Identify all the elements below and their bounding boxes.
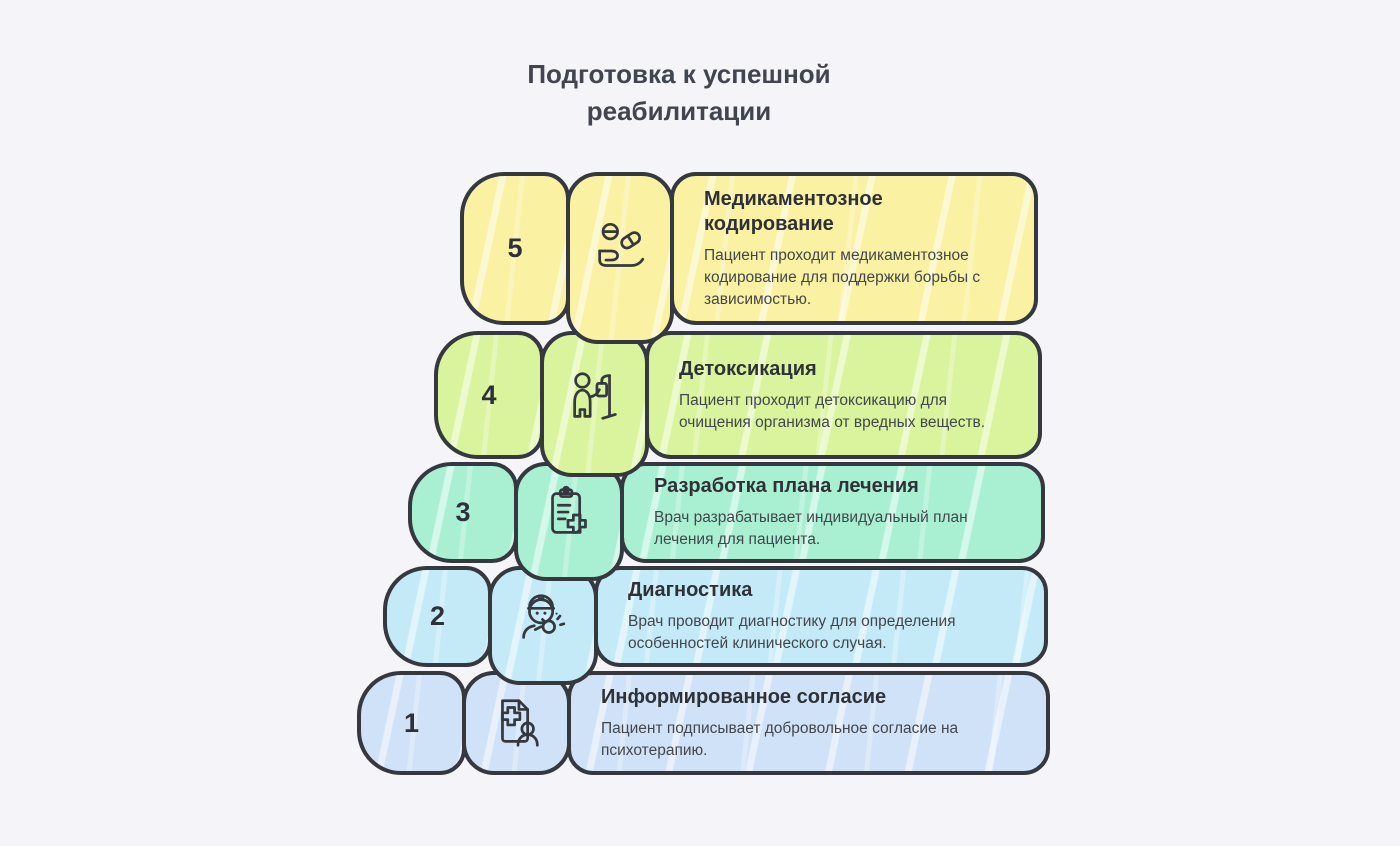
step-5-title: Медикаментозное кодирование: [704, 187, 883, 235]
step-1-number: 1: [403, 707, 420, 738]
step-4-description: Пациент проходит детоксикацию для очищения организма от вредных веществ.: [679, 391, 986, 431]
step-4-title: Детоксикация: [679, 357, 817, 380]
step-5-description: Пациент проходит медикаментозное кодирование для поддержки борьбы с зависимостью.: [704, 246, 981, 308]
step-1-description: Пациент подписывает добровольное согласие на психотерапию.: [601, 719, 959, 759]
step-5-number: 5: [507, 233, 523, 263]
step-2-description: Врач проводит диагностику для определения особенностей клинического случая.: [628, 613, 956, 652]
step-3-title: Разработка плана лечения: [654, 475, 919, 497]
step-2-title: Диагностика: [628, 579, 753, 601]
step-5-icon-tab: [566, 172, 674, 344]
pills-hand-icon: [589, 219, 651, 281]
step-3-description: Врач разрабатывает индивидуальный план лечения для пациента.: [654, 509, 968, 548]
step-4-number: 4: [481, 379, 497, 410]
step-5-number-badge: [460, 172, 570, 325]
step-3-number: 3: [455, 497, 471, 527]
page-title: Подготовка к успешной реабилитации: [527, 59, 831, 126]
step-1-title: Информированное согласие: [601, 685, 887, 708]
step-2-number: 2: [429, 601, 446, 631]
step-5-card: [670, 172, 1038, 325]
